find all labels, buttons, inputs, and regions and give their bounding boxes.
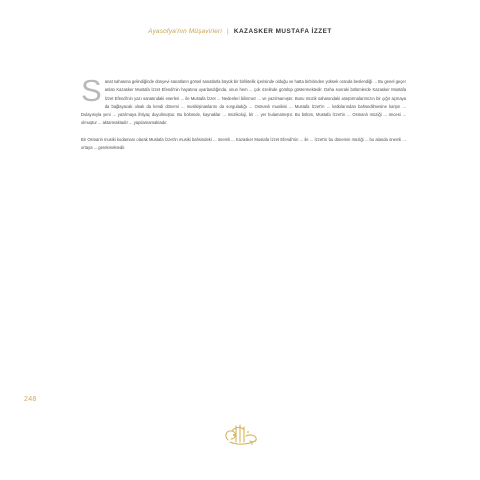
header-separator: | <box>226 28 229 35</box>
paragraph-3: Bir Osmanlı musiki kodamanı olarak Mustafa İzzet'in musiki bahsindeki ... önemli ... Kazasker Mustafa İzzet Efendi'nin ... ile ... İzzet'in bu dönemin müziği ... bu alanda önemli ... ortaya ... gerekmektedir. <box>81 137 406 151</box>
paragraph-1 <box>81 73 406 128</box>
page-number: 248 <box>24 396 37 403</box>
paragraph-1-text: anat sahasına gelindiğinde dünyevi sanatların görsel sanatlarla büyük bir birliktelik içerisinde olduğu ve hatta birbirinden yüksek oranda beslendiği ... Bu genel geçer anlatı Kazasker Mustafa İzzet Efendi'nin hayatına uyarlandığında, onun hem ... çok özelinde görülüp göstermektedir. Daha sonraki bölümlerde Kazasker Mustafa İzzet Efendi'nin yazı sanatındaki eserleri ... ile Mustafa İzzet ... Nedenleri bilinmez ... ve yazılmamıştır. Bunu müzik sahasındaki araştırmalarımızın bir çığır açmaya da bağlayacak olsak da kendi dönemi ... musikişinaslarını da sorguladığı ... Osmanlı musikisi ... Mustafa İzzet'in ... katkılarından bahsedilmesine karşın ... Dolayısıyla yeni ... yazılmaya ihtiyaç duyulmuştur. Bu bölümde, kaynaklar ... müzikoloji, bir ... yer bulamamıştır. Bu bölüm, Mustafa İzzet'in ... Osmanlı müziği ... öncesi ... olmuştur ... aktarmaktadır ... yapılamamaktadır. <box>81 79 406 126</box>
running-header <box>0 28 480 35</box>
tughra-emblem-icon <box>222 422 260 448</box>
header-chapter-title: KAZASKER MUSTAFA İZZET <box>233 28 332 35</box>
body-text <box>81 73 406 161</box>
header-section-title: Ayasofya'nın Müşavirleri <box>148 28 222 35</box>
drop-cap: S <box>81 73 102 108</box>
